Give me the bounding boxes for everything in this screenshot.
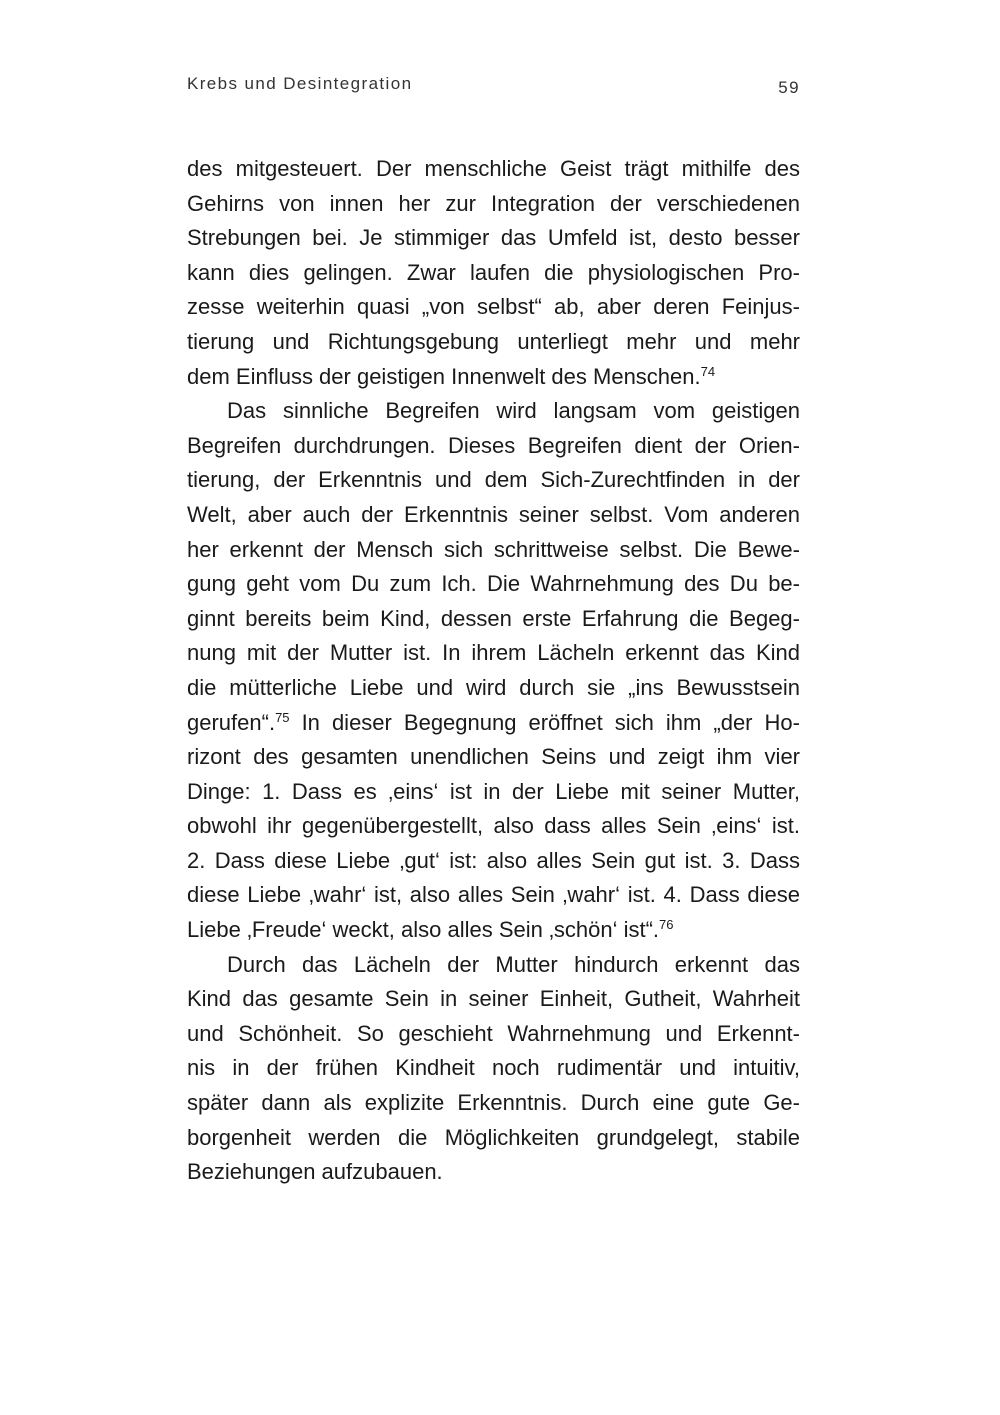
footnote-ref: 74 [700, 363, 716, 379]
text-line: Dinge: 1. Dass es ‚eins‘ ist in der Liebe mit seiner Mutter, [187, 778, 800, 804]
paragraph [187, 948, 800, 1190]
text-segment: Liebe ‚Freude‘ weckt, also alles Sein ‚schön‘ ist“. [187, 917, 660, 943]
text-line: Das sinnliche Begreifen wird langsam vom geistigen [227, 398, 800, 424]
text-line: ginnt bereits beim Kind, dessen erste Erfahrung die Begeg- [187, 605, 800, 631]
text-line: nis in der frühen Kindheit noch rudimentär und intuitiv, [187, 1055, 800, 1081]
text-line [187, 706, 800, 741]
text-line: borgenheit werden die Möglichkeiten grundgelegt, stabile [187, 1124, 800, 1150]
running-title: Krebs und Desintegration [187, 74, 413, 93]
text-line: Beziehungen aufzubauen. [187, 1159, 443, 1185]
text-line [187, 360, 800, 395]
text-line: 2. Dass diese Liebe ‚gut‘ ist: also alles Sein gut ist. 3. Dass [187, 847, 800, 873]
text-segment: In dieser Begegnung eröffnet sich ihm „der Ho- [289, 709, 800, 735]
text-line: Kind das gesamte Sein in seiner Einheit, Gutheit, Wahrheit [187, 986, 800, 1012]
text-line: Welt, aber auch der Erkenntnis seiner selbst. Vom anderen [187, 501, 800, 527]
text-line: kann dies gelingen. Zwar laufen die physiologischen Pro- [187, 259, 800, 285]
footnote-ref: 75 [275, 709, 290, 725]
text-segment: dem Einfluss der geistigen Innenwelt des Menschen. [187, 363, 701, 389]
text-line: zesse weiterhin quasi „von selbst“ ab, aber deren Feinjus- [187, 294, 800, 320]
paragraph [187, 152, 800, 394]
text-line: nung mit der Mutter ist. In ihrem Lächeln erkennt das Kind [187, 640, 800, 666]
paragraph [187, 394, 800, 948]
text-line: her erkennt der Mensch sich schrittweise selbst. Die Bewe- [187, 536, 800, 562]
text-line: und Schönheit. So geschieht Wahrnehmung und Erkennt- [187, 1020, 800, 1046]
text-line: rizont des gesamten unendlichen Seins und zeigt ihm vier [187, 744, 800, 770]
text-segment: gerufen“. [187, 709, 276, 735]
text-line: Begreifen durchdrungen. Dieses Begreifen dient der Orien- [187, 432, 800, 458]
text-line: Strebungen bei. Je stimmiger das Umfeld ist, desto besser [187, 225, 800, 251]
text-line: diese Liebe ‚wahr‘ ist, also alles Sein ‚wahr‘ ist. 4. Dass diese [187, 882, 800, 908]
text-line: Durch das Lächeln der Mutter hindurch erkennt das [227, 951, 800, 977]
text-line: des mitgesteuert. Der menschliche Geist trägt mithilfe des [187, 156, 800, 181]
text-line: die mütterliche Liebe und wird durch sie „ins Bewusstsein [187, 674, 800, 700]
page-number: 59 [778, 78, 800, 97]
text-line [187, 913, 800, 948]
text-line: Gehirns von innen her zur Integration der verschiedenen [187, 190, 800, 216]
body-text [187, 152, 800, 1190]
text-line: später dann als explizite Erkenntnis. Durch eine gute Ge- [187, 1090, 800, 1116]
running-head [187, 74, 800, 100]
text-line: tierung, der Erkenntnis und dem Sich-Zurechtfinden in der [187, 467, 800, 493]
footnote-ref: 76 [659, 917, 674, 933]
text-line: tierung und Richtungsgebung unterliegt mehr und mehr [187, 328, 800, 354]
text-line: gung geht vom Du zum Ich. Die Wahrnehmung des Du be- [187, 571, 800, 597]
text-line: obwohl ihr gegenübergestellt, also dass alles Sein ‚eins‘ ist. [187, 813, 800, 839]
